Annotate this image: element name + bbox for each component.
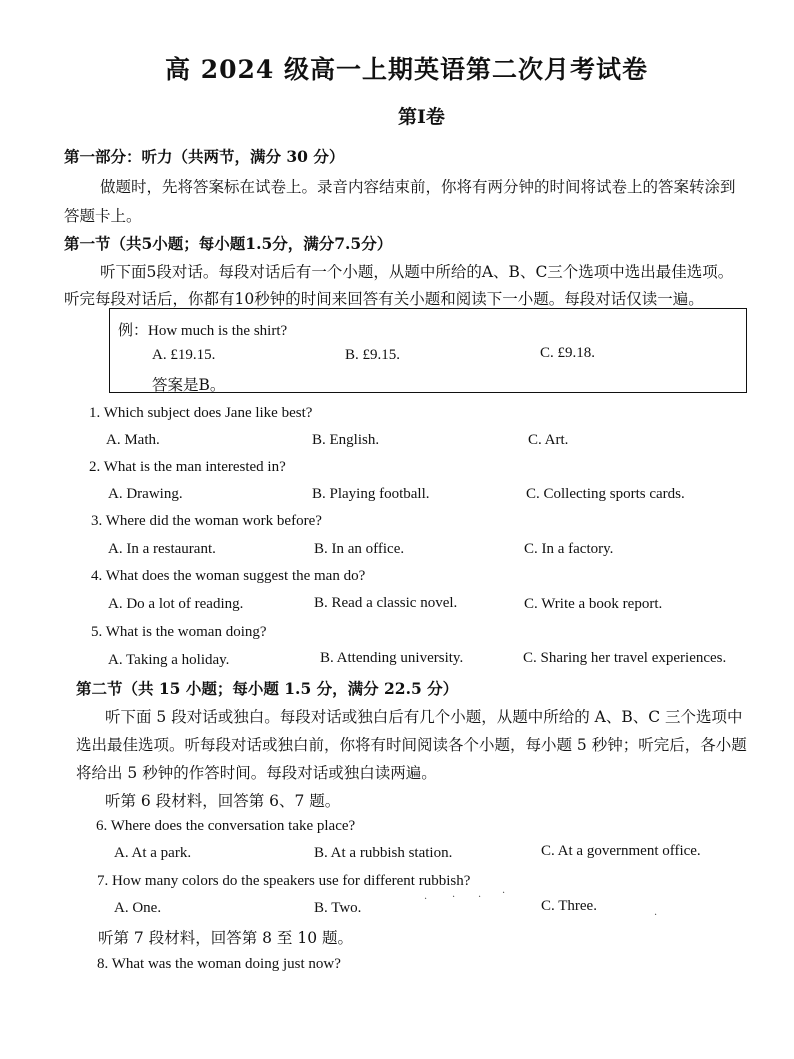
question-2: 2. What is the man interested in? <box>89 459 286 475</box>
q2-option-b: B. Playing football. <box>312 486 430 502</box>
section1-instr-line1: 听下面5段对话。每段对话后有一个小题，从题中所给的A、B、C三个选项中选出最佳选项。 <box>100 263 734 281</box>
scan-mark: · <box>502 888 506 899</box>
scan-mark: · <box>478 892 482 903</box>
q1-option-a: A. Math. <box>106 432 160 448</box>
q7-option-c: C. Three. <box>541 898 597 914</box>
material-7-instruction: 听第 7 段材料，回答第 8 至 10 题。 <box>98 929 354 947</box>
q2-option-c: C. Collecting sports cards. <box>526 486 685 502</box>
question-7: 7. How many colors do the speakers use for different rubbish? <box>97 873 471 889</box>
scan-mark: · <box>424 894 428 905</box>
section1-heading: 第一节（共5小题；每小题1.5分，满分7.5分） <box>64 234 393 253</box>
q7-option-b: B. Two. <box>314 900 362 916</box>
q3-option-b: B. In an office. <box>314 541 405 557</box>
scan-mark: · <box>452 892 456 903</box>
question-1: 1. Which subject does Jane like best? <box>89 405 313 421</box>
example-option-a: A. £19.15. <box>152 347 216 363</box>
q7-option-a: A. One. <box>114 900 162 916</box>
q4-option-a: A. Do a lot of reading. <box>108 596 244 612</box>
section2-instr-line2: 选出最佳选项。听每段对话或独白前，你将有时间阅读各个小题，每小题 5 秒钟；听完后，各小题 <box>76 736 747 754</box>
q4-option-c: C. Write a book report. <box>524 596 663 612</box>
q1-option-b: B. English. <box>312 432 380 448</box>
q6-option-c: C. At a government office. <box>541 843 701 859</box>
question-8: 8. What was the woman doing just now? <box>97 956 341 972</box>
q5-option-a: A. Taking a holiday. <box>108 652 230 668</box>
question-3: 3. Where did the woman work before? <box>91 513 322 529</box>
page-title: 高 2024 级高一上期英语第二次月考试卷 <box>165 55 648 84</box>
example-question: 例：How much is the shirt? <box>118 323 288 339</box>
material-6-instruction: 听第 6 段材料，回答第 6、7 题。 <box>105 792 341 810</box>
q3-option-c: C. In a factory. <box>524 541 614 557</box>
scan-mark: · <box>654 910 658 921</box>
question-4: 4. What does the woman suggest the man do? <box>91 568 366 584</box>
q5-option-b: B. Attending university. <box>320 650 464 666</box>
q5-option-c: C. Sharing her travel experiences. <box>523 650 727 666</box>
section1-instr-line2: 听完每段对话后，你都有10秒钟的时间来回答有关小题和阅读下一小题。每段对话仅读一遍。 <box>64 290 704 308</box>
part1-intro-line1: 做题时，先将答案标在试卷上。录音内容结束前，你将有两分钟的时间将试卷上的答案转涂到 <box>100 178 736 196</box>
volume-label: 第Ⅰ卷 <box>398 106 445 128</box>
section2-heading: 第二节（共 15 小题；每小题 1.5 分，满分 22.5 分） <box>76 679 459 698</box>
q3-option-a: A. In a restaurant. <box>108 541 216 557</box>
example-option-b: B. £9.15. <box>345 347 401 363</box>
section2-instr-line3: 将给出 5 秒钟的作答时间。每段对话或独白读两遍。 <box>76 764 437 782</box>
part1-intro-line2: 答题卡上。 <box>64 207 142 225</box>
q4-option-b: B. Read a classic novel. <box>314 595 458 611</box>
q6-option-a: A. At a park. <box>114 845 192 861</box>
example-option-c: C. £9.18. <box>540 345 596 361</box>
part1-heading: 第一部分：听力（共两节，满分 30 分） <box>64 147 345 166</box>
q1-option-c: C. Art. <box>528 432 569 448</box>
section2-instr-line1: 听下面 5 段对话或独白。每段对话或独白后有几个小题，从题中所给的 A、B、C 三个选项中 <box>105 708 743 726</box>
question-5: 5. What is the woman doing? <box>91 624 267 640</box>
example-answer: 答案是B。 <box>152 376 226 394</box>
q6-option-b: B. At a rubbish station. <box>314 845 453 861</box>
q2-option-a: A. Drawing. <box>108 486 183 502</box>
question-6: 6. Where does the conversation take place? <box>96 818 356 834</box>
